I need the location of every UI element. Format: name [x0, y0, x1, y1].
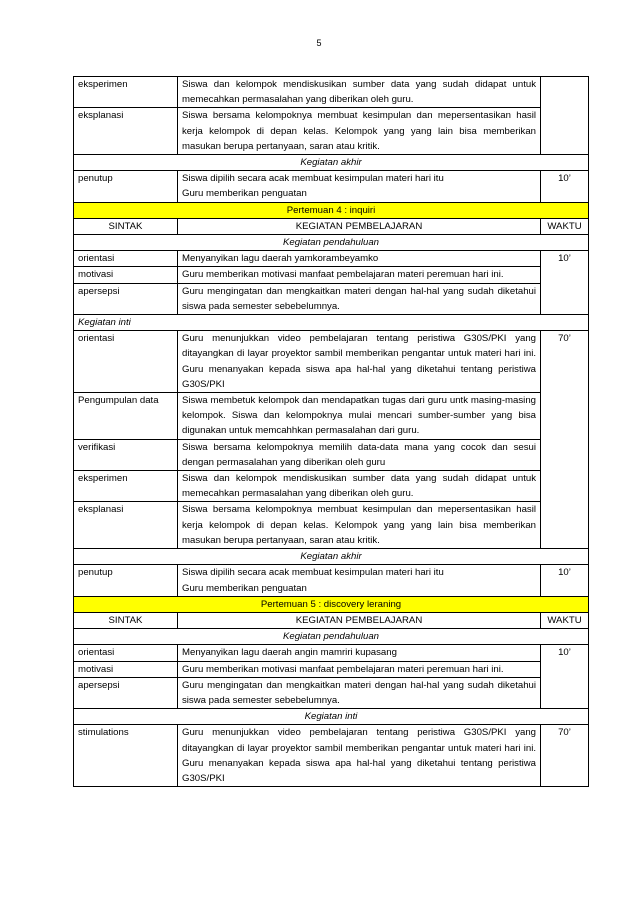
- header-row: [74, 218, 589, 234]
- meeting-row: [74, 202, 589, 218]
- meeting-title: Pertemuan 4 : inquiri: [74, 202, 589, 218]
- activity-cell: Siswa dan kelompok mendiskusikan sumber data yang sudah didapat untuk memecahkan permasalahan yang diberikan oleh guru.: [178, 77, 541, 108]
- activity-line: Siswa dipilih secara acak membuat kesimpulan materi hari itu: [182, 567, 444, 579]
- sintak-cell: eksperimen: [74, 77, 178, 108]
- section-row: [74, 155, 589, 171]
- section-row: [74, 549, 589, 565]
- sintak-cell: apersepsi: [74, 677, 178, 708]
- sintak-cell: orientasi: [74, 645, 178, 661]
- activity-cell: Siswa membetuk kelompok dan mendapatkan tugas dari guru untk masing-masing kelompok. Siswa dan kelompoknya mulai mencari sumber-sumber yang bisa digunakan untuk memcahhkan permasalahan dari guru.: [178, 393, 541, 440]
- sintak-cell: stimulations: [74, 725, 178, 787]
- time-cell: 70’: [541, 331, 589, 549]
- activity-cell: [178, 565, 541, 596]
- section-title: Kegiatan inti: [74, 315, 589, 331]
- section-row: [74, 315, 589, 331]
- sintak-cell: orientasi: [74, 331, 178, 393]
- section-title: Kegiatan akhir: [74, 155, 589, 171]
- table-row: [74, 77, 589, 108]
- table-row: [74, 108, 589, 155]
- activity-cell: Guru mengingatan dan mengkaitkan materi dengan hal-hal yang sudah diketahui siswa pada semester sebebelumnya.: [178, 283, 541, 314]
- table-row: [74, 471, 589, 502]
- activity-cell: Siswa bersama kelompoknya membuat kesimpulan dan mepersentasikan hasil kerja kelompok di depan kelas. Kelompok yang yang lain bisa memberikan masukan berupa pertanyaan, saran atau kritik.: [178, 108, 541, 155]
- header-kegiatan: KEGIATAN PEMBELAJARAN: [178, 218, 541, 234]
- activity-cell: Guru memberikan motivasi manfaat pembelajaran materi peremuan hari ini.: [178, 661, 541, 677]
- activity-cell: Guru mengingatan dan mengkaitkan materi dengan hal-hal yang sudah diketahui siswa pada semester sebebelumnya.: [178, 677, 541, 708]
- sintak-cell: eksplanasi: [74, 108, 178, 155]
- activity-line: Guru memberikan penguatan: [182, 582, 307, 594]
- header-sintak: SINTAK: [74, 612, 178, 628]
- table-row: [74, 331, 589, 393]
- time-cell: 10’: [541, 645, 589, 709]
- activity-cell: Guru menunjukkan video pembelajaran tentang peristiwa G30S/PKI yang ditayangkan di layar proyektor sambil memberikan pengantar untuk materi hari ini. Guru menanyakan kepada siswa apa hal-hal yang diketahui tentang peristiwa G30S/PKI: [178, 725, 541, 787]
- activity-cell: Siswa bersama kelompoknya memilih data-data mana yang cocok dan sesui dengan permasalahan yang diberikan oleh guru: [178, 439, 541, 470]
- table-row: [74, 267, 589, 283]
- activity-cell: [178, 171, 541, 202]
- table-row: [74, 645, 589, 661]
- activity-cell: Guru memberikan motivasi manfaat pembelajaran materi peremuan hari ini.: [178, 267, 541, 283]
- time-cell: 10’: [541, 251, 589, 315]
- time-cell: 10’: [541, 565, 589, 596]
- activity-line: Guru memberikan penguatan: [182, 188, 307, 200]
- section-row: [74, 629, 589, 645]
- sintak-cell: penutup: [74, 565, 178, 596]
- section-title: Kegiatan inti: [74, 709, 589, 725]
- section-title: Kegiatan akhir: [74, 549, 589, 565]
- activity-cell: Guru menunjukkan video pembelajaran tentang peristiwa G30S/PKI yang ditayangkan di layar proyektor sambil memberikan pengantar untuk materi hari ini. Guru menanyakan kepada siswa apa hal-hal yang diketahui tentang peristiwa G30S/PKI: [178, 331, 541, 393]
- sintak-cell: eksplanasi: [74, 502, 178, 549]
- sintak-cell: motivasi: [74, 661, 178, 677]
- sintak-cell: motivasi: [74, 267, 178, 283]
- sintak-cell: penutup: [74, 171, 178, 202]
- time-cell: 10’: [541, 171, 589, 202]
- section-row: [74, 235, 589, 251]
- lesson-plan-table: [73, 76, 589, 787]
- sintak-cell: orientasi: [74, 251, 178, 267]
- section-title: Kegiatan pendahuluan: [74, 629, 589, 645]
- section-row: [74, 709, 589, 725]
- table-row: [74, 502, 589, 549]
- sintak-cell: apersepsi: [74, 283, 178, 314]
- meeting-title: Pertemuan 5 : discovery leraning: [74, 596, 589, 612]
- time-cell: [541, 77, 589, 155]
- table-row: [74, 439, 589, 470]
- section-title: Kegiatan pendahuluan: [74, 235, 589, 251]
- activity-line: Siswa dipilih secara acak membuat kesimpulan materi hari itu: [182, 173, 444, 185]
- header-waktu: WAKTU: [541, 218, 589, 234]
- header-row: [74, 612, 589, 628]
- table-row: [74, 725, 589, 787]
- activity-cell: Menyanyikan lagu daerah yamkorambeyamko: [178, 251, 541, 267]
- page-number: 5: [316, 38, 322, 48]
- activity-cell: Siswa bersama kelompoknya membuat kesimpulan dan mepersentasikan hasil kerja kelompok di depan kelas. Kelompok yang yang lain bisa memberikan masukan berupa pertanyaan, saran atau kritik.: [178, 502, 541, 549]
- time-cell: 70’: [541, 725, 589, 787]
- activity-cell: Menyanyikan lagu daerah angin mamriri kupasang: [178, 645, 541, 661]
- table-row: [74, 171, 589, 202]
- activity-cell: Siswa dan kelompok mendiskusikan sumber data yang sudah didapat untuk memecahkan permasalahan yang diberikan oleh guru.: [178, 471, 541, 502]
- table-row: [74, 251, 589, 267]
- table-row: [74, 393, 589, 440]
- header-sintak: SINTAK: [74, 218, 178, 234]
- header-waktu: WAKTU: [541, 612, 589, 628]
- sintak-cell: verifikasi: [74, 439, 178, 470]
- meeting-row: [74, 596, 589, 612]
- table-row: [74, 565, 589, 596]
- sintak-cell: Pengumpulan data: [74, 393, 178, 440]
- table-row: [74, 283, 589, 314]
- sintak-cell: eksperimen: [74, 471, 178, 502]
- table-row: [74, 677, 589, 708]
- table-row: [74, 661, 589, 677]
- header-kegiatan: KEGIATAN PEMBELAJARAN: [178, 612, 541, 628]
